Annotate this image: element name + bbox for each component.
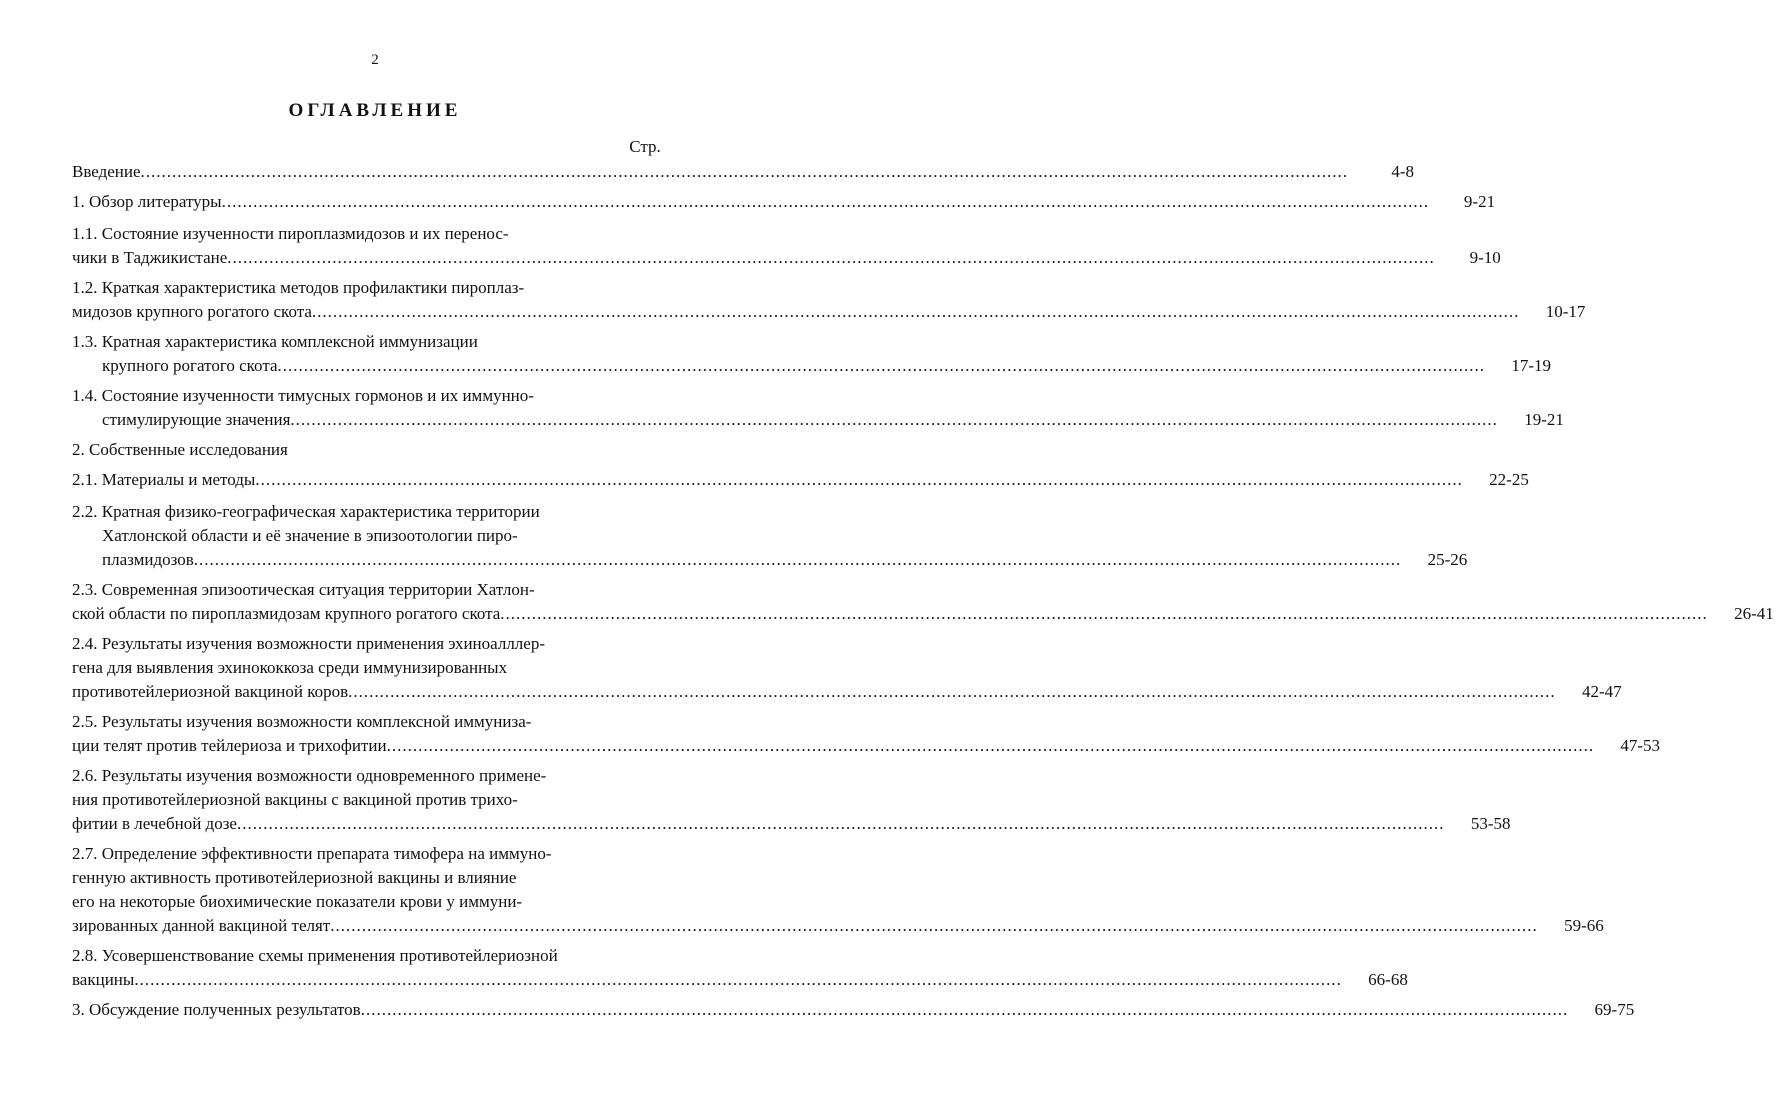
toc-entry-line: его на некоторые биохимические показатели крови у иммуни- <box>72 892 523 911</box>
toc-entry-pages: 4-8 <box>1391 162 1415 181</box>
toc-entry-pages: 47-53 <box>1620 736 1661 755</box>
dot-leader <box>255 468 1463 492</box>
toc-entry-line: 2.1. Материалы и методы ..... <box>72 468 1463 492</box>
toc-entry <box>72 944 1408 992</box>
toc-entry-line: 2.6. Результаты изучения возможности одновременного примене- <box>72 766 547 785</box>
toc-entry-line: зированных данной вакциной телят ..... <box>72 914 1538 938</box>
toc-entry-line: 2.2. Кратная физико-географическая характеристика территории <box>72 502 540 521</box>
dot-leader <box>227 246 1435 270</box>
toc-entry <box>72 222 1501 270</box>
toc-entry-title <box>72 438 608 462</box>
toc-entry-line: ской области по пироплазмидозам крупного рогатого скота ..... <box>72 602 1708 626</box>
toc-entry-pages: 9-10 <box>1469 248 1501 267</box>
toc-entry-title <box>72 764 1444 836</box>
toc-entry-line: чики в Таджикистане ..... <box>72 246 1435 270</box>
toc-entry-line: 3. Обсуждение полученных результатов ..... <box>72 998 1568 1022</box>
toc-entry-pages: 25-26 <box>1427 550 1468 569</box>
toc-entry-line: Хатлонской области и её значение в эпизоотологии пиро- <box>102 526 518 545</box>
toc-entry-line: 1. Обзор литературы ..... <box>72 190 1429 214</box>
toc-entry-title <box>72 468 1463 492</box>
toc-entry <box>72 160 1415 184</box>
dot-leader <box>237 812 1445 836</box>
dot-leader <box>387 734 1595 758</box>
toc-entry-pages: 10-17 <box>1545 302 1586 321</box>
toc-entry-pages: 59-66 <box>1564 916 1604 935</box>
toc-entry-line: плазмидозов ..... <box>72 548 1401 572</box>
page-title: ОГЛАВЛЕНИЕ <box>288 100 462 121</box>
toc-entry-line: фитии в лечебной дозе ..... <box>72 812 1444 836</box>
toc-entry-line: 1.4. Состояние изученности тимусных гормонов и их иммунно- <box>72 386 534 405</box>
toc-entry <box>72 468 1529 492</box>
toc-entry-pages: 19-21 <box>1524 410 1564 429</box>
toc-entry <box>72 190 1496 214</box>
toc-entry-line: 2. Собственные исследования <box>72 440 288 459</box>
dot-leader <box>330 914 1538 938</box>
toc-entry-title <box>72 222 1435 270</box>
toc-entry <box>72 842 1604 938</box>
toc-entry-line: 2.3. Современная эпизоотическая ситуация территории Хатлон- <box>72 580 535 599</box>
dot-leader <box>278 354 1486 378</box>
toc-entry-title <box>72 710 1594 758</box>
toc-entry-line: гена для выявления эхинококкоза среди иммунизированных <box>72 658 508 677</box>
toc-entry <box>72 578 1774 626</box>
toc-entry <box>72 384 1564 432</box>
toc-entry <box>72 710 1661 758</box>
dot-leader <box>141 160 1349 184</box>
toc-entry-title <box>72 578 1708 626</box>
dot-leader <box>290 408 1498 432</box>
toc-entry-title <box>72 330 1485 378</box>
toc-entry-line: 1.3. Кратная характеристика комплексной иммунизации <box>72 332 478 351</box>
toc-entry-pages: 9-21 <box>1463 192 1496 211</box>
dot-leader <box>361 998 1569 1022</box>
toc-entry-line: противотейлериозной вакциной коров ..... <box>72 680 1556 704</box>
toc-entry-pages: 42-47 <box>1581 682 1622 701</box>
pages-column-header: Стр. <box>629 137 661 156</box>
toc-entry-pages: 69-75 <box>1594 1000 1635 1019</box>
dot-leader <box>348 680 1556 704</box>
toc-entry-title <box>72 160 1348 184</box>
toc-entry-title <box>72 384 1498 432</box>
dot-leader <box>194 548 1402 572</box>
toc-entry <box>72 438 680 462</box>
toc-entry-line: крупного рогатого скота ..... <box>72 354 1485 378</box>
toc-entry-line: ции телят против тейлериоза и трихофитии ..... <box>72 734 1594 758</box>
toc-entry <box>72 276 1586 324</box>
toc-entry-line: генную активность противотейлериозной вакцины и влияние <box>72 868 517 887</box>
toc-entry-pages: 26-41 <box>1734 604 1774 623</box>
toc-entry-title <box>72 276 1519 324</box>
toc-entry <box>72 998 1635 1022</box>
toc-entry-line: 2.5. Результаты изучения возможности комплексной иммуниза- <box>72 712 532 731</box>
toc-entry <box>72 330 1552 378</box>
toc-entry-line: ния противотейлериозной вакцины с вакциной против трихо- <box>72 790 518 809</box>
toc-entry-title <box>72 944 1342 992</box>
page-number: 2 <box>371 52 379 68</box>
dot-leader <box>312 300 1520 324</box>
toc-entry-line: 2.4. Результаты изучения возможности применения эхиноалллер- <box>72 634 545 653</box>
toc-entry-line: 2.8. Усовершенствование схемы применения противотейлериозной <box>72 946 558 965</box>
toc-entry-line: Введение ..... <box>72 160 1348 184</box>
dot-leader <box>500 602 1708 626</box>
toc-entry <box>72 500 1468 572</box>
toc-entry-title <box>72 998 1568 1022</box>
toc-entry-pages: 66-68 <box>1368 970 1408 989</box>
dot-leader <box>222 190 1430 214</box>
toc-entry-title <box>72 190 1429 214</box>
toc-entry-pages: 17-19 <box>1511 356 1552 375</box>
toc-entry-line: вакцины ..... <box>72 968 1342 992</box>
toc-entry-title <box>72 842 1538 938</box>
dot-leader <box>134 968 1342 992</box>
toc-entry <box>72 764 1511 836</box>
toc-entry-line: 1.1. Состояние изученности пироплазмидозов и их перенос- <box>72 224 509 243</box>
toc-entry-title <box>72 632 1556 704</box>
toc-entry-line: 2.7. Определение эффективности препарата тимофера на иммуно- <box>72 844 552 863</box>
toc-entry-pages: 22-25 <box>1489 470 1529 489</box>
toc-entry-line: стимулирующие значения ..... <box>72 408 1498 432</box>
toc-entry-title <box>72 500 1401 572</box>
toc-entry-line: 1.2. Краткая характеристика методов профилактики пироплаз- <box>72 278 525 297</box>
toc-entry-line: мидозов крупного рогатого скота ..... <box>72 300 1519 324</box>
toc-entry <box>72 632 1622 704</box>
toc-entry-pages: 53-58 <box>1470 814 1511 833</box>
